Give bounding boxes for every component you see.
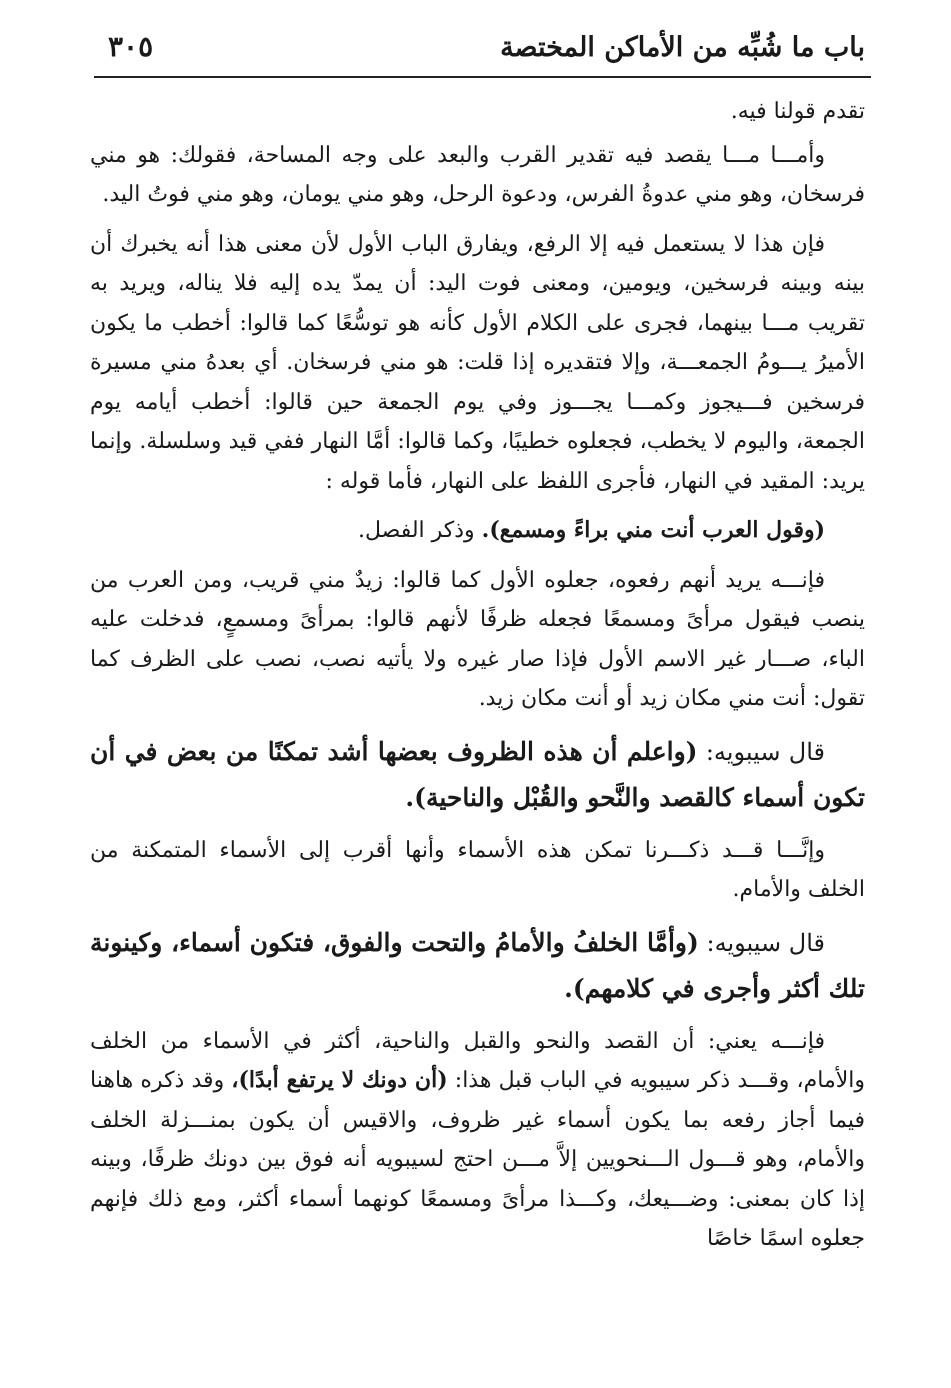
paragraph-9-part-b: وقد ذكره هاهنا فيما أجاز رفعه بما يكون أسماء غير ظروف، والاقيس أن يكون بمنـــزلة الخلف والأمام، وهو قـــول الـــنحويين إلاَّ مـــن احتج لسيبويه أنه فوق بين دونك ظرفًا، وبينه إذا كان بمعنى: وضـــيعك، وكـــذا مرأىً ومسمعًا كونهما أسماء أكثر، ومع ذلك فإنهم جعلوه اسمًا خاصًا [90, 1068, 865, 1251]
sibawayh-quote-2 [90, 920, 865, 1012]
paragraph-2: وأمـــا مـــا يقصد فيه تقدير القرب والبعد على وجه المساحة، فقولك: هو مني فرسخان، وهو مني عدوةُ الفرس، ودعوة الرحل، وهو مني يومان، وهو مني فوتُ اليد. [90, 142, 865, 207]
page-number: ٣٠٥ [108, 30, 154, 63]
paragraph-4 [90, 511, 865, 551]
verse-quote: (وقول العرب أنت مني براءً ومسمع). [481, 517, 825, 543]
paragraph-9-quote: (أن دونك لا يرتفع أبدًا)، [231, 1067, 448, 1093]
quote-1-text: (واعلم أن هذه الظروف بعضها أشد تمكنًا من بعض في أن تكون أسماء كالقصد والنَّحو والقُبْل والناحية). [90, 736, 865, 812]
page-header [100, 26, 865, 70]
paragraph-3: فإن هذا لا يستعمل فيه إلا الرفع، ويفارق الباب الأول لأن معنى هذا أنه يخبرك أن بينه وبينه فرسخين، ويومين، ومعنى فوت اليد: أن يمدّ يده إليه فلا يناله، ويريد به تقريب مـــا بينهما، فجرى على الكلام الأول كأنه هو توسُّعًا كما قالوا: أخطب ما يكون الأميرُ يـــومُ الجمعـــة، وإلا فتقديره إذا قلت: هو مني فرسخان. أي بعدهُ مني مسيرة فرسخين فـــيجوز وكمـــا يجـــوز وفي يوم الجمعة حين قالوا: أخطب أيامه يوم الجمعة، واليوم لا يخطب، فجعلوه خطيبًا، وكما قالوا: أمَّا النهار ففي قيد وسلسلة. وإنما يريد: المقيد في النهار، فأجرى اللفظ على النهار، فأما قوله : [90, 231, 865, 494]
quote-2-text: (وأمَّا الخلفُ والأمامُ والتحت والفوق، فتكون أسماء، وكينونة تلك أكثر وأجرى في كلامهم). [90, 927, 865, 1003]
paragraph-9-part-a: فإنـــه يعني: أن القصد والنحو والقبل والناحية، أكثر في الأسماء من الخلف والأمام، وقـــد ذكر سيبويه في الباب قبل هذا: [90, 1028, 866, 1093]
running-title: باب ما شُبِّه من الأماكن المختصة [500, 32, 865, 63]
paragraph-7: وإنَّـــا قـــد ذكـــرنا تمكن هذه الأسماء وأنها أقرب إلى الأسماء المتمكنة من الخلف والأمام. [90, 837, 865, 902]
paragraph-9 [90, 1022, 865, 1259]
quote-2-lead: قال سيبويه: [706, 928, 825, 957]
paragraph-1: تقدم قولنا فيه. [730, 99, 865, 124]
header-rule [94, 76, 871, 78]
page-body [90, 92, 865, 1269]
verse-tail: وذكر الفصل. [357, 518, 475, 543]
paragraph-5: فإنـــه يريد أنهم رفعوه، جعلوه الأول كما قالوا: زيدٌ مني قريب، ومن العرب من ينصب فيقول مرأىً ومسمعًا فجعله ظرفًا لأنهم قالوا: بمرأىً ومسمعٍ، فدخلت عليه الباء، صـــار غير الاسم الأول فإذا صار غيره ولا يأتيه نصب، نصب على الظرف كما تقول: أنت مني مكان زيد أو أنت مكان زيد. [90, 567, 865, 711]
sibawayh-quote-1 [90, 729, 865, 821]
quote-1-lead: قال سيبويه: [705, 737, 825, 766]
